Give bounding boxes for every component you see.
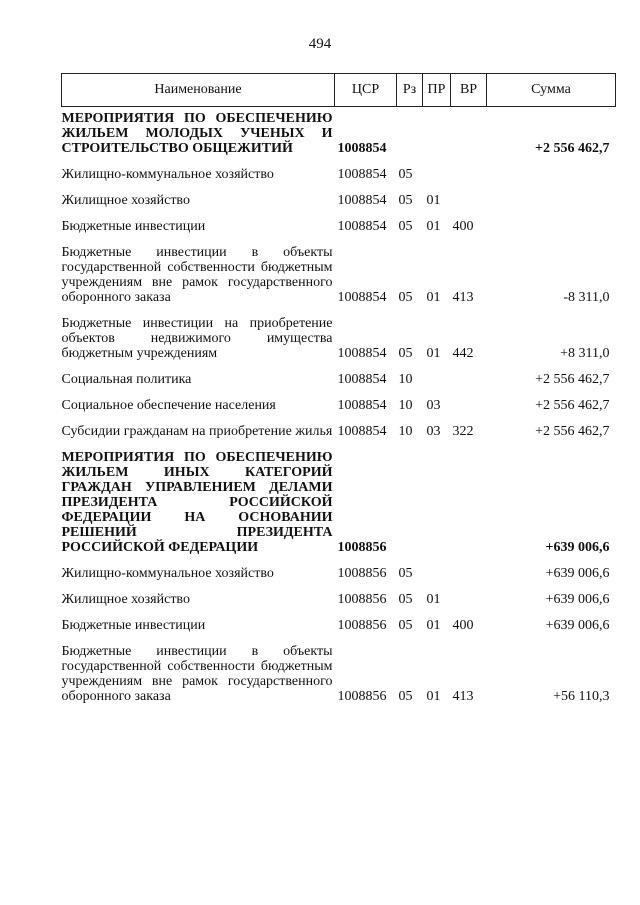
table-row (62, 234, 616, 305)
row-rz: 10 (398, 424, 413, 439)
row-sum: +639 006,6 (545, 618, 610, 633)
row-name: Субсидии гражданам на приобретение жилья (61, 424, 333, 439)
table-row (62, 305, 616, 361)
row-csr: 1008856 (337, 592, 387, 607)
row-sum (487, 182, 616, 208)
row-name: Бюджетные инвестиции в объекты государственной собственности бюджетным учреждениям вне рамок государственного оборонного заказа (61, 245, 333, 305)
row-name: Жилищное хозяйство (61, 592, 190, 607)
table-row (62, 607, 616, 633)
row-csr: 1008854 (337, 167, 387, 182)
table-body (62, 107, 616, 705)
table-row (62, 208, 616, 234)
row-pr: 01 (426, 290, 441, 305)
row-csr: 1008854 (337, 141, 387, 156)
header-csr: ЦСР (335, 74, 397, 107)
row-sum (487, 208, 616, 234)
row-rz: 05 (398, 167, 413, 182)
row-name: Бюджетные инвестиции (61, 219, 206, 234)
row-name: Бюджетные инвестиции (61, 618, 206, 633)
row-csr: 1008854 (337, 398, 387, 413)
row-sum (487, 156, 616, 182)
row-csr: 1008854 (337, 219, 387, 234)
row-csr: 1008854 (337, 372, 387, 387)
header-sum: Сумма (487, 74, 616, 107)
row-pr: 03 (426, 424, 441, 439)
row-sum: +2 556 462,7 (535, 372, 610, 387)
row-csr: 1008856 (337, 689, 387, 704)
row-rz: 05 (398, 290, 413, 305)
table-row (62, 413, 616, 439)
row-rz: 05 (398, 219, 413, 234)
row-rz (397, 439, 423, 555)
row-csr: 1008854 (337, 346, 387, 361)
row-rz: 05 (398, 193, 413, 208)
table-row (62, 581, 616, 607)
row-pr (423, 555, 451, 581)
row-sum: +2 556 462,7 (535, 424, 610, 439)
row-sum: -8 311,0 (563, 290, 610, 305)
row-sum: +2 556 462,7 (535, 398, 610, 413)
row-name: Жилищное хозяйство (61, 193, 190, 208)
row-rz: 05 (398, 689, 413, 704)
row-rz: 05 (398, 618, 413, 633)
row-sum: +639 006,6 (545, 566, 610, 581)
row-name: Жилищно-коммунальное хозяйство (61, 167, 274, 182)
row-rz: 05 (398, 566, 413, 581)
row-vr (451, 107, 487, 157)
row-pr: 01 (426, 618, 441, 633)
row-csr: 1008854 (337, 193, 387, 208)
table-row (62, 107, 616, 157)
table-row (62, 387, 616, 413)
row-csr: 1008856 (337, 566, 387, 581)
row-name: Социальная политика (61, 372, 192, 387)
row-vr (451, 361, 487, 387)
row-rz (397, 107, 423, 157)
row-vr: 413 (452, 290, 474, 305)
table-header (62, 74, 616, 107)
row-vr (451, 387, 487, 413)
row-vr: 442 (452, 346, 474, 361)
row-pr: 03 (426, 398, 441, 413)
row-rz: 10 (398, 398, 413, 413)
row-sum: +8 311,0 (560, 346, 610, 361)
table-row (62, 633, 616, 704)
row-sum: +56 110,3 (553, 689, 610, 704)
row-rz: 05 (398, 346, 413, 361)
row-vr (451, 439, 487, 555)
row-pr (423, 156, 451, 182)
row-csr: 1008854 (337, 290, 387, 305)
row-pr (423, 439, 451, 555)
row-name: Жилищно-коммунальное хозяйство (61, 566, 274, 581)
row-pr (423, 107, 451, 157)
row-vr (451, 182, 487, 208)
row-vr: 400 (452, 618, 474, 633)
row-vr: 413 (452, 689, 474, 704)
row-vr (451, 156, 487, 182)
table-row (62, 439, 616, 555)
row-pr: 01 (426, 592, 441, 607)
row-csr: 1008856 (337, 540, 387, 555)
row-rz: 10 (398, 372, 413, 387)
budget-table (61, 73, 616, 704)
header-rz: Рз (397, 74, 423, 107)
row-pr (423, 361, 451, 387)
row-vr (451, 555, 487, 581)
row-name: Бюджетные инвестиции на приобретение объектов недвижимого имущества бюджетным учреждениям (61, 316, 333, 361)
row-name: МЕРОПРИЯТИЯ ПО ОБЕСПЕЧЕНИЮ ЖИЛЬЕМ МОЛОДЫХ УЧЕНЫХ И СТРОИТЕЛЬСТВО ОБЩЕЖИТИЙ (61, 111, 333, 156)
row-name: МЕРОПРИЯТИЯ ПО ОБЕСПЕЧЕНИЮ ЖИЛЬЕМ ИНЫХ КАТЕГОРИЙ ГРАЖДАН УПРАВЛЕНИЕМ ДЕЛАМИ ПРЕЗИДЕНТА РОССИЙСКОЙ ФЕДЕРАЦИИ НА ОСНОВАНИИ РЕШЕНИЙ ПРЕЗИДЕНТА РОССИЙСКОЙ ФЕДЕРАЦИИ (61, 450, 333, 555)
row-csr: 1008854 (337, 424, 387, 439)
row-sum: +639 006,6 (545, 592, 610, 607)
table-row (62, 361, 616, 387)
row-sum: +2 556 462,7 (535, 141, 610, 156)
row-pr: 01 (426, 689, 441, 704)
table-row (62, 182, 616, 208)
row-pr: 01 (426, 346, 441, 361)
header-name: Наименование (62, 74, 335, 107)
row-vr: 322 (452, 424, 474, 439)
table-row (62, 555, 616, 581)
row-name: Бюджетные инвестиции в объекты государственной собственности бюджетным учреждениям вне рамок государственного оборонного заказа (61, 644, 333, 704)
row-name: Социальное обеспечение населения (61, 398, 276, 413)
row-vr: 400 (452, 219, 474, 234)
page-number: 494 (308, 36, 332, 52)
row-vr (451, 581, 487, 607)
header-vr: ВР (451, 74, 487, 107)
row-sum: +639 006,6 (545, 540, 610, 555)
row-pr: 01 (426, 193, 441, 208)
table-row (62, 156, 616, 182)
row-rz: 05 (398, 592, 413, 607)
header-pr: ПР (423, 74, 451, 107)
row-csr: 1008856 (337, 618, 387, 633)
row-pr: 01 (426, 219, 441, 234)
